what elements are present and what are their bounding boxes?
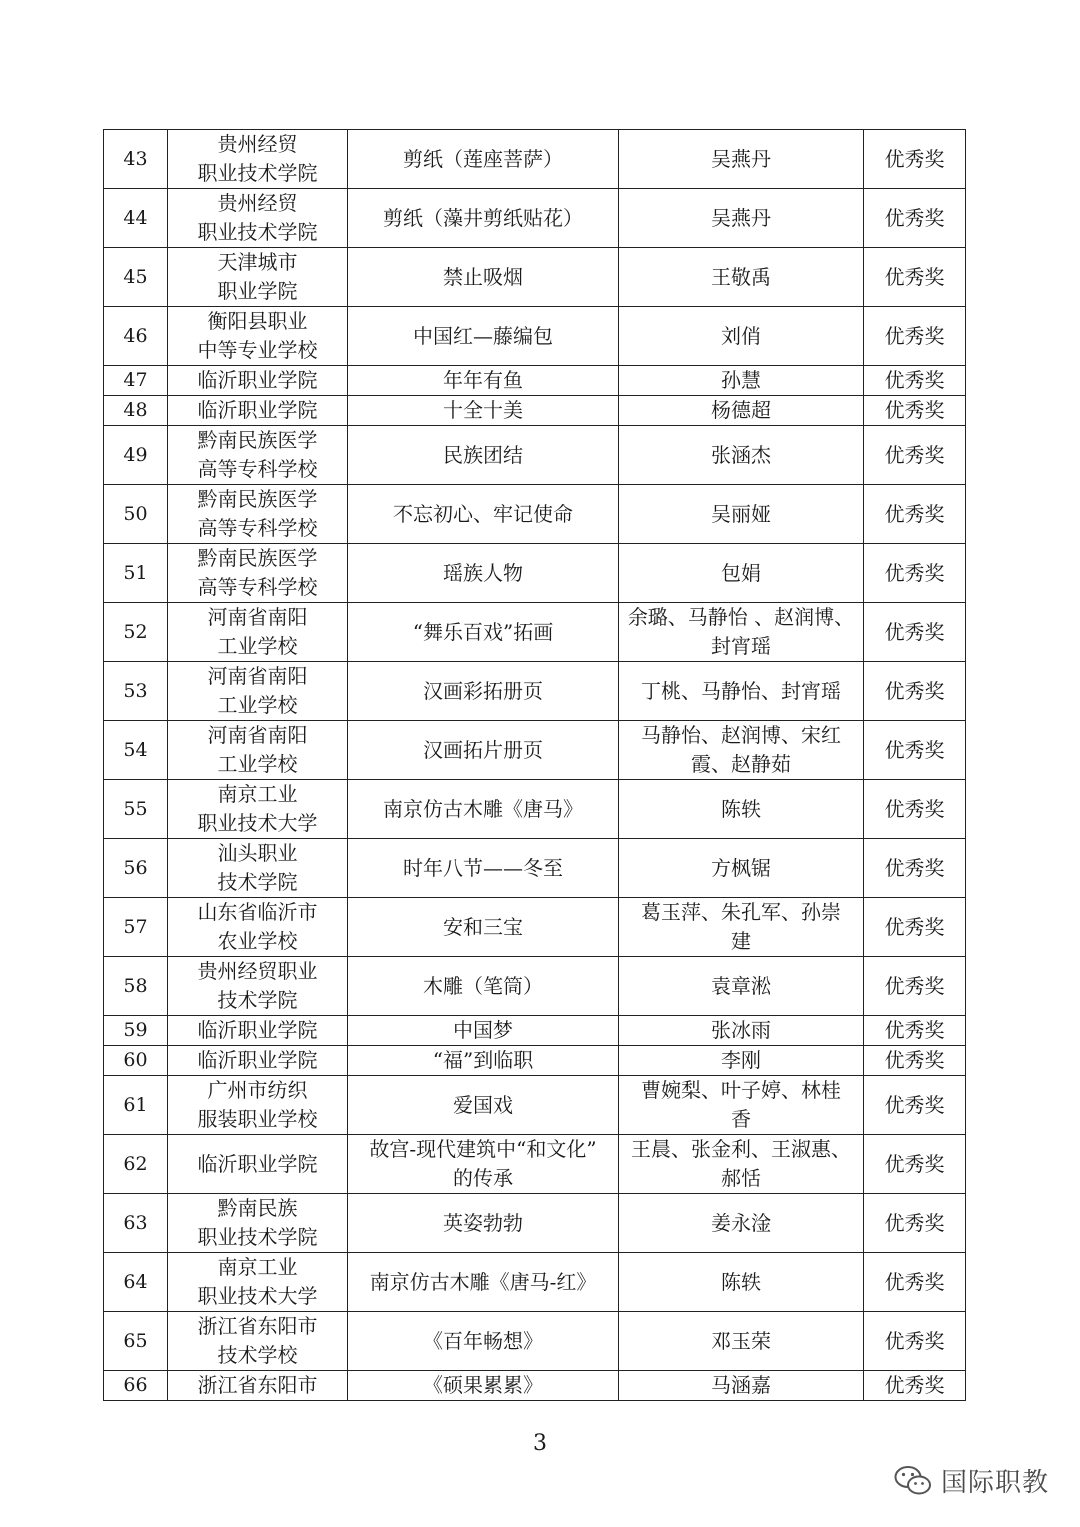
award-cell: 优秀奖	[864, 1194, 966, 1253]
work-title-cell	[348, 1312, 619, 1371]
author-cell-line: 刘俏	[721, 323, 761, 348]
school-cell	[168, 544, 348, 603]
award-table-body	[104, 130, 966, 1401]
work-title-cell	[348, 603, 619, 662]
award-cell: 优秀奖	[864, 780, 966, 839]
work-title-cell-line: 汉画彩拓册页	[423, 678, 543, 703]
author-cell-line: 吴燕丹	[711, 205, 771, 230]
work-title-cell-line: 禁止吸烟	[443, 264, 523, 289]
table-row	[104, 1312, 966, 1371]
work-title-cell	[348, 898, 619, 957]
table-row	[104, 780, 966, 839]
work-title-cell	[348, 780, 619, 839]
award-cell: 优秀奖	[864, 248, 966, 307]
author-cell-line: 郝恬	[721, 1166, 761, 1190]
table-row	[104, 307, 966, 366]
table-row	[104, 721, 966, 780]
row-number-cell: 65	[104, 1312, 168, 1371]
author-cell-line: 袁章淞	[711, 973, 771, 998]
work-title-cell-line: 的传承	[453, 1166, 513, 1190]
award-cell: 优秀奖	[864, 1135, 966, 1194]
author-cell-line: 王晨、张金利、王淑惠、	[631, 1137, 851, 1161]
row-number-cell: 49	[104, 426, 168, 485]
table-row	[104, 1076, 966, 1135]
table-row	[104, 248, 966, 307]
school-cell-line: 南京工业	[217, 782, 298, 806]
author-cell	[619, 1194, 864, 1253]
school-cell-line: 临沂职业学院	[197, 398, 318, 422]
school-cell-line: 黔南民族医学	[197, 487, 318, 511]
school-cell-line: 工业学校	[217, 693, 298, 717]
row-number-cell: 66	[104, 1371, 168, 1401]
table-row	[104, 544, 966, 603]
school-cell-line: 高等专科学校	[197, 516, 318, 540]
author-cell	[619, 485, 864, 544]
school-cell	[168, 366, 348, 396]
author-cell-line: 张冰雨	[711, 1018, 771, 1042]
school-cell-line: 临沂职业学院	[197, 368, 318, 392]
author-cell	[619, 662, 864, 721]
work-title-cell	[348, 189, 619, 248]
table-row	[104, 485, 966, 544]
school-cell-line: 浙江省东阳市	[197, 1314, 318, 1338]
school-cell	[168, 839, 348, 898]
row-number-cell: 55	[104, 780, 168, 839]
school-cell	[168, 189, 348, 248]
school-cell-line: 衡阳县职业	[207, 309, 308, 333]
author-cell-line: 吴丽娅	[711, 501, 771, 526]
work-title-cell-line: 南京仿古木雕《唐马-红》	[369, 1269, 597, 1294]
award-cell: 优秀奖	[864, 189, 966, 248]
author-cell	[619, 189, 864, 248]
school-cell-line: 工业学校	[217, 634, 298, 658]
award-cell: 优秀奖	[864, 426, 966, 485]
school-cell-line: 职业技术学院	[197, 220, 318, 244]
school-cell-line: 职业技术大学	[197, 1284, 318, 1308]
author-cell-line: 包娟	[721, 560, 761, 585]
award-cell: 优秀奖	[864, 396, 966, 426]
school-cell	[168, 1016, 348, 1046]
work-title-cell-line: 爱国戏	[453, 1092, 513, 1117]
work-title-cell-line: 《百年畅想》	[423, 1328, 543, 1353]
award-cell: 优秀奖	[864, 957, 966, 1016]
wechat-icon	[893, 1464, 933, 1496]
table-row	[104, 396, 966, 426]
author-cell-line: 马静怡、赵润博、宋红	[641, 723, 841, 747]
author-cell	[619, 426, 864, 485]
school-cell	[168, 396, 348, 426]
award-cell: 优秀奖	[864, 1076, 966, 1135]
author-cell-line: 王敬禹	[711, 264, 771, 289]
author-cell-line: 姜永淦	[711, 1210, 771, 1235]
row-number-cell: 43	[104, 130, 168, 189]
row-number-cell: 45	[104, 248, 168, 307]
work-title-cell-line: 木雕（笔筒）	[423, 973, 543, 998]
award-cell: 优秀奖	[864, 1312, 966, 1371]
author-cell-line: 建	[731, 929, 751, 953]
school-cell-line: 黔南民族医学	[197, 546, 318, 570]
school-cell	[168, 603, 348, 662]
author-cell	[619, 780, 864, 839]
work-title-cell	[348, 1135, 619, 1194]
watermark	[893, 1461, 1049, 1499]
school-cell-line: 职业技术大学	[197, 811, 318, 835]
school-cell	[168, 485, 348, 544]
award-cell: 优秀奖	[864, 721, 966, 780]
row-number-cell: 51	[104, 544, 168, 603]
award-cell: 优秀奖	[864, 898, 966, 957]
work-title-cell	[348, 544, 619, 603]
work-title-cell-line: “福”到临职	[432, 1048, 534, 1072]
school-cell-line: 贵州经贸	[217, 132, 298, 156]
work-title-cell	[348, 248, 619, 307]
work-title-cell	[348, 662, 619, 721]
school-cell-line: 高等专科学校	[197, 457, 318, 481]
row-number-cell: 63	[104, 1194, 168, 1253]
table-row	[104, 426, 966, 485]
row-number-cell: 57	[104, 898, 168, 957]
author-cell	[619, 366, 864, 396]
school-cell-line: 职业学院	[217, 279, 298, 303]
school-cell-line: 河南省南阳	[207, 723, 308, 747]
school-cell	[168, 1312, 348, 1371]
work-title-cell	[348, 839, 619, 898]
work-title-cell	[348, 1016, 619, 1046]
work-title-cell	[348, 1076, 619, 1135]
row-number-cell: 64	[104, 1253, 168, 1312]
author-cell	[619, 1312, 864, 1371]
school-cell-line: 浙江省东阳市	[197, 1373, 318, 1397]
page-number: 3	[533, 1431, 547, 1456]
table-row	[104, 130, 966, 189]
school-cell	[168, 1371, 348, 1401]
row-number-cell: 61	[104, 1076, 168, 1135]
table-row	[104, 1253, 966, 1312]
author-cell-line: 孙慧	[721, 368, 761, 392]
author-cell	[619, 544, 864, 603]
school-cell-line: 广州市纺织	[207, 1078, 308, 1102]
school-cell-line: 工业学校	[217, 752, 298, 776]
school-cell-line: 技术学校	[217, 1343, 298, 1367]
work-title-cell	[348, 366, 619, 396]
row-number-cell: 53	[104, 662, 168, 721]
table-row	[104, 1135, 966, 1194]
school-cell-line: 山东省临沂市	[197, 900, 318, 924]
award-cell: 优秀奖	[864, 544, 966, 603]
author-cell-line: 陈轶	[721, 796, 761, 821]
table-row	[104, 957, 966, 1016]
school-cell-line: 高等专科学校	[197, 575, 318, 599]
work-title-cell	[348, 130, 619, 189]
school-cell-line: 贵州经贸职业	[197, 959, 318, 983]
author-cell	[619, 1371, 864, 1401]
work-title-cell-line: 汉画拓片册页	[423, 737, 543, 762]
school-cell-line: 中等专业学校	[197, 338, 318, 362]
author-cell	[619, 1135, 864, 1194]
work-title-cell-line: 安和三宝	[443, 914, 523, 939]
school-cell-line: 职业技术学院	[197, 1225, 318, 1249]
award-cell: 优秀奖	[864, 1046, 966, 1076]
work-title-cell-line: 不忘初心、牢记使命	[393, 501, 573, 526]
work-title-cell	[348, 396, 619, 426]
work-title-cell	[348, 1253, 619, 1312]
row-number-cell: 56	[104, 839, 168, 898]
school-cell-line: 临沂职业学院	[197, 1151, 318, 1176]
school-cell	[168, 248, 348, 307]
author-cell	[619, 1076, 864, 1135]
table-row	[104, 898, 966, 957]
award-cell: 优秀奖	[864, 366, 966, 396]
row-number-cell: 52	[104, 603, 168, 662]
author-cell	[619, 1046, 864, 1076]
author-cell-line: 香	[731, 1107, 751, 1131]
table-row	[104, 839, 966, 898]
watermark-text: 国际职教	[941, 1467, 1050, 1498]
school-cell	[168, 130, 348, 189]
row-number-cell: 60	[104, 1046, 168, 1076]
table-row	[104, 662, 966, 721]
author-cell	[619, 1016, 864, 1046]
row-number-cell: 50	[104, 485, 168, 544]
author-cell-line: 葛玉萍、朱孔军、孙崇	[641, 900, 841, 924]
school-cell-line: 南京工业	[217, 1255, 298, 1279]
school-cell-line: 服装职业学校	[197, 1107, 318, 1131]
author-cell	[619, 898, 864, 957]
work-title-cell	[348, 1046, 619, 1076]
table-row	[104, 1194, 966, 1253]
author-cell-line: 杨德超	[711, 398, 771, 422]
school-cell	[168, 1135, 348, 1194]
row-number-cell: 44	[104, 189, 168, 248]
award-table	[103, 129, 966, 1401]
work-title-cell-line: 剪纸（莲座菩萨）	[403, 146, 563, 171]
school-cell-line: 农业学校	[217, 929, 298, 953]
work-title-cell-line: 故宫-现代建筑中“和文化”	[369, 1137, 597, 1161]
author-cell	[619, 839, 864, 898]
work-title-cell	[348, 721, 619, 780]
award-cell: 优秀奖	[864, 485, 966, 544]
school-cell	[168, 1046, 348, 1076]
school-cell-line: 贵州经贸	[217, 191, 298, 215]
author-cell-line: 陈轶	[721, 1269, 761, 1294]
work-title-cell-line: 年年有鱼	[443, 368, 523, 392]
school-cell-line: 职业技术学院	[197, 161, 318, 185]
row-number-cell: 62	[104, 1135, 168, 1194]
author-cell-line: 余璐、马静怡 、赵润博、	[627, 605, 855, 629]
table-row	[104, 1371, 966, 1401]
work-title-cell-line: 《硕果累累》	[423, 1373, 543, 1397]
work-title-cell-line: “舞乐百戏”拓画	[412, 619, 554, 644]
table-row	[104, 1046, 966, 1076]
author-cell-line: 方枫锯	[711, 855, 771, 880]
author-cell	[619, 130, 864, 189]
work-title-cell	[348, 426, 619, 485]
work-title-cell-line: 十全十美	[443, 398, 523, 422]
work-title-cell-line: 民族团结	[443, 442, 523, 467]
award-cell: 优秀奖	[864, 307, 966, 366]
school-cell	[168, 307, 348, 366]
author-cell-line: 邓玉荣	[711, 1328, 771, 1353]
award-cell: 优秀奖	[864, 839, 966, 898]
work-title-cell	[348, 485, 619, 544]
work-title-cell-line: 中国梦	[453, 1018, 513, 1042]
author-cell-line: 封宵瑶	[711, 634, 771, 658]
school-cell-line: 天津城市	[217, 250, 298, 274]
work-title-cell-line: 英姿勃勃	[443, 1210, 523, 1235]
row-number-cell: 48	[104, 396, 168, 426]
school-cell	[168, 1194, 348, 1253]
school-cell	[168, 721, 348, 780]
school-cell-line: 临沂职业学院	[197, 1048, 318, 1072]
work-title-cell	[348, 957, 619, 1016]
author-cell-line: 马涵嘉	[711, 1373, 771, 1397]
school-cell	[168, 957, 348, 1016]
award-cell: 优秀奖	[864, 130, 966, 189]
school-cell	[168, 1076, 348, 1135]
table-row	[104, 366, 966, 396]
school-cell	[168, 898, 348, 957]
school-cell-line: 临沂职业学院	[197, 1018, 318, 1042]
author-cell-line: 霞、赵静茹	[691, 752, 791, 776]
work-title-cell-line: 中国红—藤编包	[413, 323, 553, 348]
school-cell	[168, 662, 348, 721]
row-number-cell: 58	[104, 957, 168, 1016]
school-cell-line: 黔南民族医学	[197, 428, 318, 452]
work-title-cell-line: 时年八节——冬至	[403, 855, 563, 880]
row-number-cell: 54	[104, 721, 168, 780]
work-title-cell	[348, 307, 619, 366]
row-number-cell: 46	[104, 307, 168, 366]
school-cell-line: 黔南民族	[217, 1196, 298, 1220]
author-cell	[619, 721, 864, 780]
author-cell-line: 吴燕丹	[711, 146, 771, 171]
work-title-cell-line: 剪纸（藻井剪纸贴花）	[383, 205, 583, 230]
award-cell: 优秀奖	[864, 1253, 966, 1312]
author-cell-line: 李刚	[721, 1048, 761, 1072]
author-cell	[619, 957, 864, 1016]
work-title-cell	[348, 1194, 619, 1253]
work-title-cell-line: 南京仿古木雕《唐马》	[383, 796, 583, 821]
school-cell-line: 汕头职业	[217, 841, 298, 865]
award-cell: 优秀奖	[864, 662, 966, 721]
author-cell-line: 丁桃、马静怡、封宵瑶	[641, 678, 841, 703]
author-cell	[619, 603, 864, 662]
award-cell: 优秀奖	[864, 1016, 966, 1046]
work-title-cell	[348, 1371, 619, 1401]
row-number-cell: 47	[104, 366, 168, 396]
table-row	[104, 189, 966, 248]
author-cell-line: 曹婉梨、叶子婷、林桂	[641, 1078, 841, 1102]
school-cell-line: 技术学院	[217, 988, 298, 1012]
school-cell	[168, 780, 348, 839]
table-row	[104, 1016, 966, 1046]
table-row	[104, 603, 966, 662]
award-cell: 优秀奖	[864, 1371, 966, 1401]
author-cell	[619, 307, 864, 366]
school-cell-line: 河南省南阳	[207, 605, 308, 629]
author-cell	[619, 1253, 864, 1312]
author-cell	[619, 396, 864, 426]
author-cell-line: 张涵杰	[711, 442, 771, 467]
row-number-cell: 59	[104, 1016, 168, 1046]
school-cell	[168, 426, 348, 485]
work-title-cell-line: 瑶族人物	[443, 560, 523, 585]
school-cell-line: 河南省南阳	[207, 664, 308, 688]
school-cell-line: 技术学院	[217, 870, 298, 894]
author-cell	[619, 248, 864, 307]
school-cell	[168, 1253, 348, 1312]
award-cell: 优秀奖	[864, 603, 966, 662]
